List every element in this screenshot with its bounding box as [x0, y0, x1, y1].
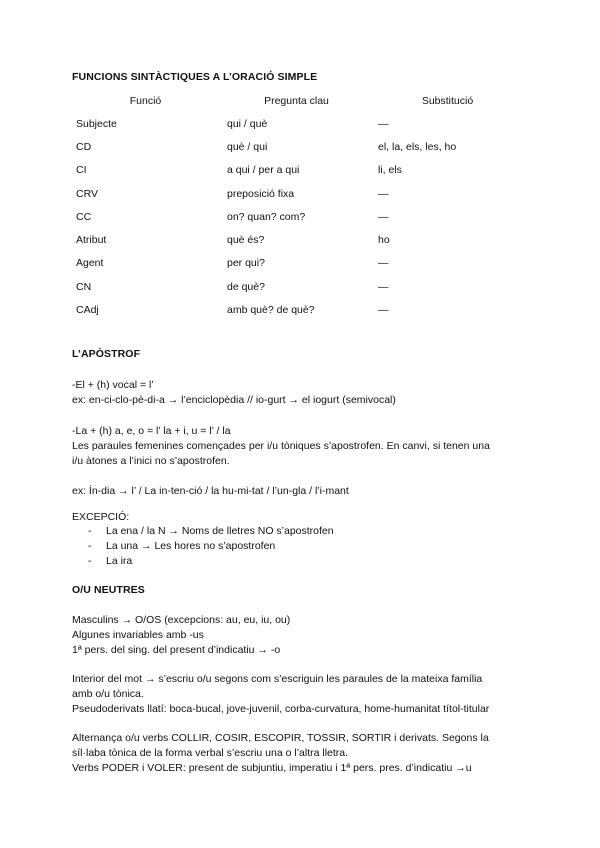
table-row: [70, 228, 523, 251]
apostrof-explanation: Les paraules femenines començades per i/u tòniques s’apostrofen. En canvi, si tenen una: [72, 440, 490, 452]
table-cell: què és?: [227, 234, 265, 247]
excepcio-label: EXCEPCIÓ:: [72, 511, 130, 523]
table-cell: CD: [76, 140, 92, 153]
column-header-substitucio: Substitució: [421, 95, 474, 107]
table-row: [70, 112, 523, 135]
list-item: - La ira: [88, 554, 334, 569]
table-cell: CRV: [76, 187, 98, 200]
ou-line: amb o/u tònica.: [72, 688, 144, 700]
table-cell: a qui / per a qui: [227, 164, 300, 177]
list-item: - La una → Les hores no s’apostrofen: [88, 539, 334, 554]
table-cell: CAdj: [76, 304, 99, 317]
table-cell: —: [378, 117, 389, 130]
table-row: [70, 135, 523, 158]
ou-line: Alternança o/u verbs COLLIR, COSIR, ESCOPIR, TOSSIR, SORTIR i derivats. Segons la: [72, 732, 489, 744]
table-cell: Atribut: [76, 234, 107, 247]
table-row: [70, 182, 523, 205]
table-cell: —: [378, 187, 389, 200]
apostrof-explanation-cont: i/u àtones a l’inici no s’apostrofen.: [72, 455, 230, 467]
ou-line: Verbs PODER i VOLER: present de subjuntiu, imperatiu i 1ª pers. pres. d’indicatiu →u: [72, 762, 472, 774]
table-row: [70, 252, 523, 275]
table-cell: CC: [76, 210, 92, 223]
apostrof-example-la: ex: Ín-dia → l’ / La in-ten-ció / la hu-mi-tat / l’un-gla / l’i-mant: [72, 485, 349, 497]
table-cell: el, la, els, les, ho: [378, 140, 457, 153]
table-row: [70, 275, 523, 298]
table-cell: preposició fixa: [227, 187, 295, 200]
table-cell: de què?: [227, 280, 265, 293]
table-cell: —: [378, 257, 389, 270]
ou-line: síl·laba tònica de la forma verbal s’escriu una o l’altra lletra.: [72, 747, 349, 759]
ou-line: Interior del mot → s’escriu o/u segons com s’escriguin les paraules de la mateixa família: [72, 673, 483, 685]
ou-line: 1ª pers. del sing. del present d’indicatiu → -o: [72, 644, 281, 656]
table-cell: CN: [76, 280, 92, 293]
table-row: [70, 159, 523, 182]
table-cell: —: [378, 280, 389, 293]
table-cell: ho: [378, 234, 390, 247]
ou-heading: O/U NEUTRES: [72, 584, 145, 596]
table-cell: Agent: [76, 257, 104, 270]
column-header-funcio: Funció: [129, 95, 162, 107]
table-cell: amb què? de què?: [227, 304, 315, 317]
table-cell: —: [378, 210, 389, 223]
table-cell: Subjecte: [76, 117, 117, 130]
functions-table: [70, 90, 523, 322]
table-cell: —: [378, 304, 389, 317]
table-row: [70, 298, 523, 321]
ou-line: Pseudoderivats llatí: boca-bucal, jove-juvenil, corba-curvatura, home-humanitat títol-titular: [72, 703, 490, 715]
table-cell: on? quan? com?: [227, 210, 306, 223]
table-cell: per qui?: [227, 257, 265, 270]
column-header-pregunta: Pregunta clau: [264, 95, 329, 107]
apostrof-rule-la: -La + (h) a, e, o = l’ la + i, u = l’ / la: [72, 425, 231, 437]
ou-line: Algunes invariables amb -us: [72, 629, 204, 641]
table-cell: li, els: [378, 164, 402, 177]
table-row: [70, 205, 523, 228]
apostrof-example-el: ex: en-ci-clo-pè-di-a → l’enciclopèdia // io-gurt → el iogurt (semivocal): [72, 394, 396, 406]
table-cell: què / qui: [227, 140, 268, 153]
table-cell: qui / què: [227, 117, 268, 130]
page-title: FUNCIONS SINTÀCTIQUES A L’ORACIÓ SIMPLE: [72, 71, 318, 83]
excepcions-list: [88, 524, 334, 569]
apostrof-rule-el: -El + (h) vocal = l’: [72, 379, 154, 391]
table-cell: CI: [76, 164, 87, 177]
ou-line: Masculins → O/OS (excepcions: au, eu, iu, ou): [72, 614, 291, 626]
list-item: - La ena / la N → Noms de lletres NO s’apostrofen: [88, 524, 334, 539]
apostrof-heading: L’APÒSTROF: [72, 348, 141, 360]
table-header-row: [70, 90, 523, 112]
